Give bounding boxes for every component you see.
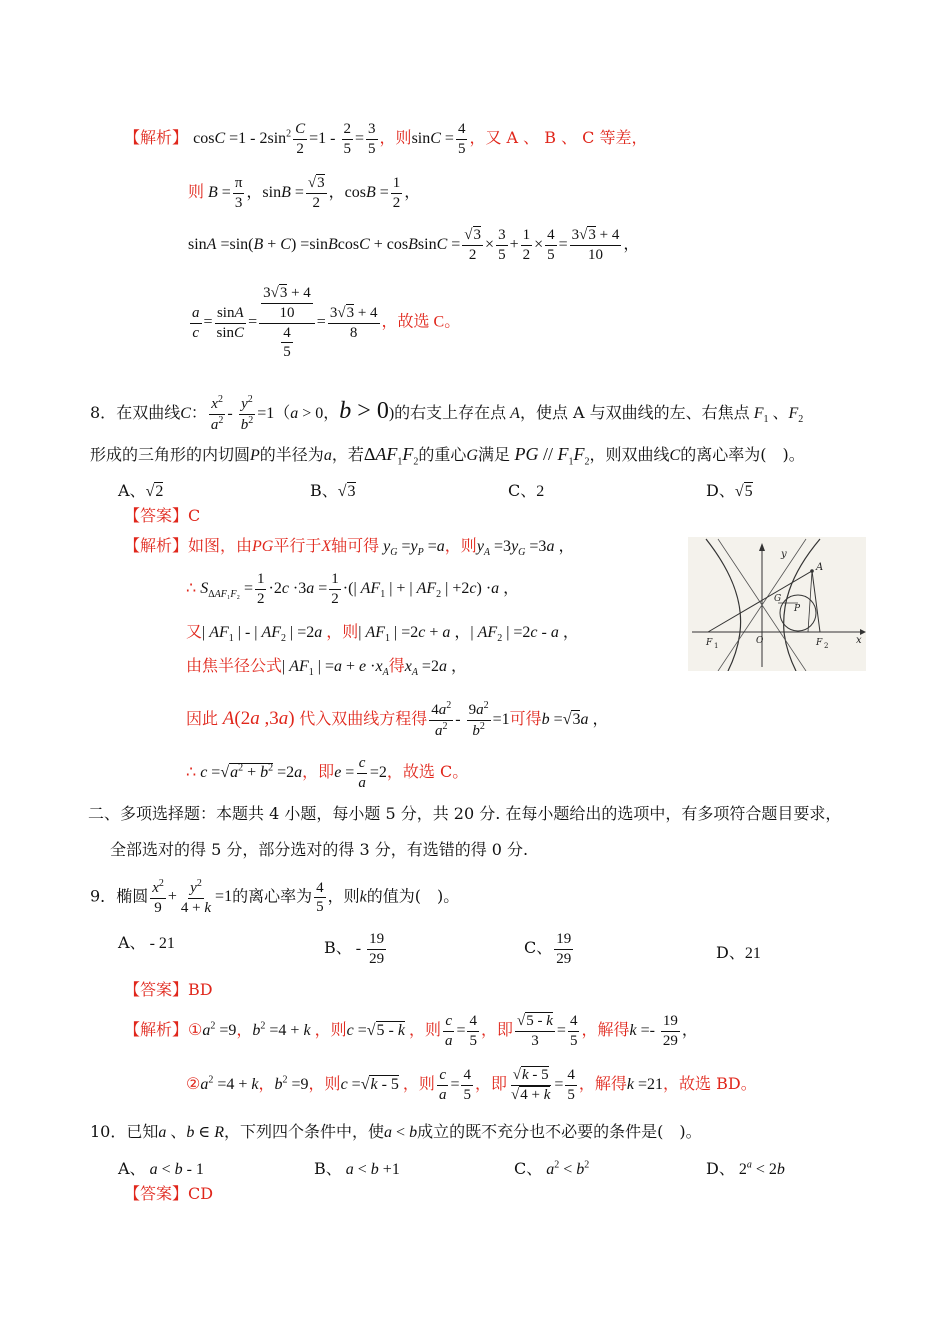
q10-answer: 【答案】CD [124,1184,214,1203]
q9-option-a[interactable]: A、 - 21 [118,933,175,952]
q8-solution-line-5: 因此 A(2a ,3a) 代入双曲线方程得 $\frac{4a^2}{a^2}$ - $\frac{9a^2}{b^2}$ =1可得b =√3a ， [186,700,609,739]
q9-solution-line-2: $②a^2 =4 + k$，$b^2 =9$，则c =√k - 5 ，则 $\frac{c}{a}$ = $\frac{4}{5}$ ，即 $\frac{√k - 5}{√4 + k}$ = $\frac{4}{5}$ ，解得k =21，故选 BD。 [186,1067,757,1103]
q8-solution-line-4: 由焦半径公式| $AF_1$ | $=a + e \cdot x_A$得$x_A =2a$ ， [186,656,467,679]
q8-answer: 【答案】C [124,506,201,525]
q7-solution-line-1: 【解析】 $\cos C =1 - 2\sin^2$ $\frac{C}{2}$ =1 - $\frac{2}{5}$ = $\frac{3}{5}$ ，则sinC = $\frac{4}{5}$ ，又 A 、 B 、 C 等差， [124,121,648,157]
q7-solution-line-4: $\frac{a}{c}$ = $\frac{\sin A}{\sin C}$ = $\frac{\frac{3√3 + 4}{10}}{\frac{4}{5}}$ = $\frac{3√3 + 4}{8}$ ，故选 C。 [192,285,461,361]
fig-label-p: P [794,604,801,614]
section-2-line-1: 二、多项选择题：本题共 4 小题，每小题 5 分，共 20 分. 在每小题给出的选项中，有多项符合题目要求， [88,804,842,823]
q9-answer: 【答案】BD [124,980,213,999]
fig-label-a: A [816,562,824,573]
q8-solution-line-2: ∴ $S_{\Delta AF_1F_2}$ = $\frac{1}{2}$ ·2c ·3a = $\frac{1}{2}$ ·(| $AF_1$ | + | $AF_2$ | +2c) ·a ， [186,571,520,607]
q8-stem-line-1: 8．在双曲线C： $\frac{x^2}{a^2}$ - $\frac{y^2}{b^2}$ =1（a > 0，b > 0)的右支上存在点 A，使点 A 与双曲线的左、右焦点 $F_1$ 、$F_2$ [90,394,804,433]
q10-option-b[interactable]: B、 a < b +1 [314,1159,400,1178]
q7-solution-line-2: 则 B = $\frac{\pi}{3}$ ，sinB = $\frac{√3}{2}$ ，cosB = $\frac{1}{2}$ ， [188,175,421,211]
q9-solution-line-1: 【解析】$①a^2 =9$，$b^2 =4 + k$ ，则c =√5 - k ，则 $\frac{c}{a}$ = $\frac{4}{5}$ ，即 $\frac{√5 - k}{3}$ = $\frac{4}{5}$ ，解得k =- $\frac{19}{29}$ ， [124,1013,698,1049]
svg-text:2: 2 [824,642,829,650]
math-expression: $\cos C =1 - 2\sin^2$ $\frac{C}{2}$ =1 - $\frac{2}{5}$ = $\frac{3}{5}$ [193,121,376,157]
fig-label-y: y [781,549,787,560]
fig-label-g: G [774,594,782,604]
hyperbola-diagram [688,537,866,671]
q8-option-d[interactable]: D、√5 [706,481,753,500]
q7-text: ，又 A 、 B 、 C 等差， [469,127,648,147]
fig-label-f2: F [816,638,823,648]
q8-solution-line-3: 又| $AF_1$ | - | $AF_2$ | =2a ，则| $AF_1$ | =2c + a ，| $AF_2$ | =2c - a ， [186,622,579,645]
fig-label-x: x [856,635,862,646]
svg-text:1: 1 [714,642,719,650]
q9-option-b[interactable]: B、 - $\frac{19}{29}$ [324,931,385,967]
fig-label-f1: F [706,638,713,648]
q7-solution-line-3: sinA =sin(B + C) =sinBcosC + cosBsinC = $\frac{√3}{2}$ × $\frac{3}{5}$ + $\frac{1}{2}$ × $\frac{4}{5}$ = $\frac{3√3 + 4}{10}$ ， [188,227,640,263]
q9-option-c[interactable]: C、 $\frac{19}{29}$ [524,931,572,967]
answer-tag: 【答案】 [124,506,189,525]
q10-option-a[interactable]: A、 a < b - 1 [118,1159,204,1178]
q8-option-b[interactable]: B、√3 [310,481,356,500]
q10-option-c[interactable]: C、 $a^2 < b^2$ [514,1159,590,1178]
analysis-tag: 【解析】 [124,127,189,147]
q9-stem: 9．椭圆 $\frac{x^2}{9}$ + $\frac{y^2}{4 + k}$ =1的离心率为 $\frac{4}{5}$ ，则k的值为( )。 [90,878,460,916]
section-2-line-2: 全部选对的得 5 分，部分选对的得 3 分，有选错的得 0 分. [110,840,529,859]
q9-option-d[interactable]: D、21 [716,943,761,962]
q10-stem: 10．已知a 、b ∈ R，下列四个条件中，使a < b成立的既不充分也不必要的条件是( )。 [90,1122,702,1141]
q8-solution-line-1: 【解析】如图，由PG平行于X轴可得 $y_G =y_P =a$，则$y_A =3y_G =3a$ ， [124,536,575,559]
q8-option-a[interactable]: A、√2 [118,481,164,500]
q10-option-d[interactable]: D、 $2^a < 2b$ [706,1159,785,1178]
hyperbola-figure [688,537,866,671]
q8-solution-line-6: ∴ $c =√a^2 + b^2 =2a$，即e = $\frac{c}{a}$ =2，故选 C。 [186,755,469,791]
fig-label-o: O [756,636,764,646]
q8-stem-line-2: 形成的三角形的内切圆P的半径为a，若$\Delta AF_1F_2$的重心G满足 PG // $F_1F_2$，则双曲线C的离心率为( )。 [90,444,805,468]
q8-option-c[interactable]: C、2 [508,481,545,500]
